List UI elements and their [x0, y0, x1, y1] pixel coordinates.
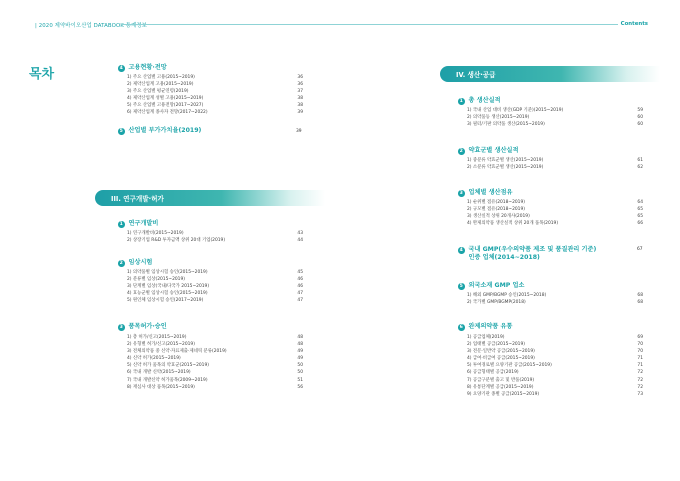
section-4-3-heading [458, 189, 513, 197]
toc-item[interactable]: 2) 유형별 허가/신고(2015~2019) 48 [127, 342, 303, 348]
section-4-1-list [467, 107, 643, 128]
section-3-1-list [127, 230, 303, 244]
header-left-title: | 2020 제약바이오산업 DATABOOK 통계정보 [35, 23, 147, 29]
section-number-badge: 6 [459, 324, 463, 330]
section-4-2-list [467, 157, 643, 171]
toc-item[interactable]: 3) 전문·일반약 공급(2015~2019) 70 [467, 349, 643, 355]
toc-item[interactable]: 8) 재심사 대상 품목(2015~2019) 56 [127, 384, 303, 390]
section-3-3-list [127, 334, 303, 391]
toc-item[interactable]: 4) 급여·비급여 공급(2015~2019) 71 [467, 356, 643, 362]
part-3-title: III. 연구개발·허가 [111, 195, 164, 203]
toc-item[interactable]: 7) 국내 개발신약 허가품목(2009~2019) 51 [127, 377, 303, 383]
toc-item[interactable]: 1) 중분류 약효군별 생산(2015~2019) 61 [467, 158, 643, 163]
toc-item[interactable]: 5) 원인체 임상시험 승인(2017~2019) 47 [127, 297, 303, 303]
header-divider [121, 24, 618, 25]
toc-item[interactable]: 1) 해외 GMP/BGMP 승인(2015~2018) 68 [467, 292, 643, 298]
section-title: 품목허가·승인 [128, 323, 167, 330]
toc-item[interactable]: 2) 분류별 임상(2015~2019) 46 [127, 276, 303, 282]
section-title: 약효군별 생산실적 [468, 147, 519, 154]
header-contents-label: Contents [620, 21, 648, 27]
section-4-6-heading [458, 323, 513, 331]
section-4-3-list [467, 199, 643, 227]
section-title: 고용현황·전망 [128, 64, 167, 71]
section-title: 산업별 부가가치율(2019) [128, 127, 202, 134]
section-3-2-heading [118, 259, 152, 267]
section-title: 외국소재 GMP 업소 [468, 282, 525, 289]
part-4-title: IV. 생산·공급 [456, 71, 496, 79]
toc-item[interactable]: 2) 국가별 GMP/BGMP(2018) 68 [467, 299, 643, 305]
toc-item[interactable]: 2) 의약품등 생산(2015~2019) 60 [467, 115, 643, 121]
toc-item[interactable]: 1) 순위별 점유(2018~2019) 64 [467, 199, 643, 205]
section-title-line-1: 국내 GMP(우수의약품 제조 및 품질관리 기준) [468, 246, 597, 253]
section-number-badge: 5 [119, 128, 123, 134]
toc-item[interactable]: 7) 공급구분별 출고 및 반품(2019) 72 [467, 377, 643, 383]
section-3-2-list [127, 269, 303, 304]
section-number-badge: 3 [119, 324, 123, 330]
toc-item[interactable]: 1) 공급업체(2019) 69 [467, 335, 643, 340]
toc-item[interactable]: 6) 공급형태별 공급(2019) 72 [467, 370, 643, 376]
section-4-5-heading [458, 282, 524, 290]
section-4-2-heading [458, 147, 518, 155]
section-4-5-list [467, 292, 643, 306]
section-3-1-heading [118, 220, 158, 228]
section-number-badge: 5 [459, 283, 463, 289]
toc-item[interactable]: 1) 연구개발비(2015~2019) 43 [127, 230, 303, 236]
section-title: 임상시험 [128, 259, 153, 266]
section-3-3-heading [118, 323, 167, 331]
section-title: 총 생산실적 [468, 97, 501, 104]
section-5-heading[interactable] [118, 127, 201, 135]
toc-item[interactable]: 4) 신약 허가(2015~2019) 49 [127, 356, 303, 362]
section-title: 업체별 생산점유 [468, 189, 513, 196]
toc-item[interactable]: 5) 투여경로별 요양기관 공급(2015~2019) 71 [467, 363, 643, 369]
toc-item[interactable]: 4) 제약산업계 성별 고용(2015~2019) 38 [127, 95, 303, 101]
section-4-6-list [467, 334, 643, 398]
toc-item[interactable]: 1) 주요 산업별 고용(2015~2019) 36 [127, 74, 303, 80]
section-number-badge: 3 [459, 190, 463, 196]
section-number-badge: 1 [119, 221, 123, 227]
toc-item[interactable]: 3) 주요 산업별 평균연령(2019) 37 [127, 88, 303, 94]
toc-item[interactable]: 1) 국내 산업 대비 생산(GDP 기준)(2015~2019) 59 [467, 108, 643, 113]
section-number-badge: 4 [459, 247, 463, 253]
section-title [469, 246, 597, 263]
section-4-list [127, 74, 303, 117]
toc-item[interactable]: 2) 업태별 공급(2015~2019) 70 [467, 342, 643, 348]
toc-item[interactable]: 5) 신약 허가 품목의 약효군(2015~2019) 50 [127, 363, 303, 369]
part-3-banner [95, 190, 325, 206]
toc-item[interactable]: 3) 필터/기판 의약품 생산(2015~2019) 60 [467, 122, 643, 128]
section-title: 완제의약품 유통 [468, 323, 513, 330]
section-number-badge: 2 [459, 148, 463, 154]
section-title-line-2: 인증 업체(2014~2018) [468, 254, 540, 262]
part-4-banner [440, 66, 660, 82]
section-4-4-heading[interactable] [458, 246, 596, 263]
toc-item[interactable]: 2) 상장기업 R&D 투자금액 상위 20대 기업(2019) 44 [127, 237, 303, 243]
toc-item[interactable]: 3) 전체의약품 중 신약·자료제출·제네릭 분류(2019) 49 [127, 349, 303, 355]
section-4-4-page: 67 [637, 247, 643, 252]
toc-item[interactable]: 4) 효능군별 임상시험 승인(2015~2019) 47 [127, 290, 303, 296]
section-4-heading [118, 64, 167, 72]
toc-item[interactable]: 3) 단계별 임상(국내/다국가 2015~2019) 46 [127, 283, 303, 289]
section-title: 연구개발비 [128, 220, 159, 227]
toc-item[interactable]: 1) 총 허가/신고(2015~2019) 48 [127, 335, 303, 340]
toc-item[interactable]: 2) 소분류 약효군별 생산(2015~2019) 62 [467, 165, 643, 171]
toc-item[interactable]: 6) 국내 개발 신약(2015~2019) 50 [127, 370, 303, 376]
page-title: 목차 [29, 67, 55, 82]
toc-item[interactable]: 8) 유통단계별 공급(2015~2019) 72 [467, 384, 643, 390]
toc-item[interactable]: 3) 생산실적 상위 20개사(2019) 65 [467, 213, 643, 219]
toc-item[interactable]: 6) 제약산업계 종사자 전망(2017~2022) 39 [127, 109, 303, 115]
toc-item[interactable]: 1) 의약품별 임상시험 승인(2015~2019) 45 [127, 269, 303, 275]
toc-item[interactable]: 2) 규모별 점유(2018~2019) 65 [467, 206, 643, 212]
toc-item[interactable]: 9) 요양기관 종별 공급(2015~2019) 73 [467, 391, 643, 397]
toc-item[interactable]: 5) 주요 산업별 고용전망(2017~2027) 38 [127, 102, 303, 108]
section-5-page: 39 [296, 129, 302, 134]
toc-item[interactable]: 2) 제약산업계 고용(2015~2019) 36 [127, 81, 303, 87]
section-4-1-heading [458, 97, 501, 105]
section-number-badge: 4 [119, 65, 123, 71]
section-number-badge: 2 [119, 260, 123, 266]
section-number-badge: 1 [459, 98, 463, 104]
toc-item[interactable]: 4) 완제의약품 생산실적 상위 20개 품목(2019) 66 [467, 220, 643, 226]
